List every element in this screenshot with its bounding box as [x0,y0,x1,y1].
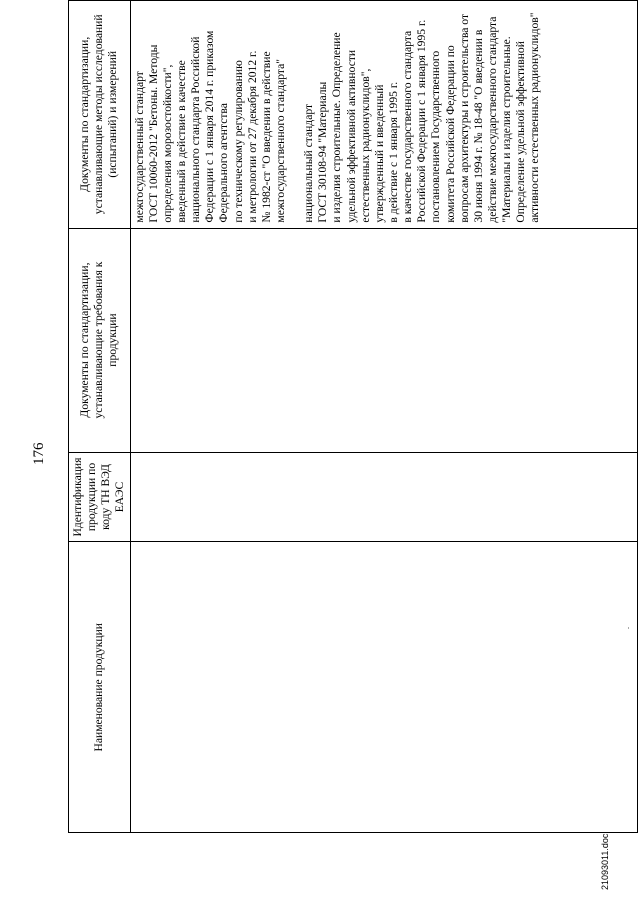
method-docs-line: в качестве государственного стандарта [401,30,415,223]
method-docs-line: вопросам архитектуры и строительства от [457,13,471,223]
method-docs-line: ГОСТ 10060-2012 "Бетоны. Методы [146,44,160,223]
method-docs-line: Определение удельной эффективной [514,41,528,223]
method-docs-line: Федерации с 1 января 2014 г. приказом [203,30,217,223]
method-docs-line: в действие с 1 января 1995 г. [386,81,400,223]
method-docs-line: определения морозостойкости", [160,64,174,223]
method-docs-line: удельной эффективной активности [344,49,358,223]
method-docs-line: Российской Федерации с 1 января 1995 г. [415,19,429,223]
table-row [130,1,637,833]
method-docs-line: национального стандарта Российской [189,36,203,223]
cell-tn-ved-code [130,452,637,542]
method-docs-line: комитета Российской Федерации по [443,45,457,223]
cell-requirement-docs [130,228,637,452]
stray-mark [628,627,629,629]
method-docs-line: активности естественных радионуклидов" [528,12,542,223]
cell-product-name [130,542,637,833]
standards-table [68,0,638,833]
method-docs-line: межгосударственного стандарта" [273,59,287,223]
method-docs-text [133,6,543,223]
footer-filename: 21093011.doc [600,833,610,890]
method-docs-line: № 1982-ст "О введении в действие [259,51,273,223]
method-docs-line: постановлением Государственного [429,50,443,223]
method-docs-line: по техническому регулированию [231,60,245,223]
header-tn-ved-code: Идентификация продукции по коду ТН ВЭД ЕАЭС [69,452,131,542]
page-number: 176 [31,442,47,465]
header-method-docs: Документы по стандартизации, устанавливающие методы исследований (испытаний) и измерений [69,1,131,229]
method-docs-line: Федерального агентства [217,103,231,223]
method-docs-line: межгосударственный стандарт [132,71,146,223]
method-docs-line: национальный стандарт [302,103,316,223]
method-docs-line [288,6,302,223]
method-docs-line: естественных радионуклидов", [358,68,372,223]
method-docs-line: введенный в действие в качестве [174,60,188,223]
header-product-name: Наименование продукции [69,542,131,833]
method-docs-line: действие межгосударственного стандарта [485,16,499,223]
method-docs-line: ГОСТ 30108-94 "Материалы [316,81,330,223]
method-docs-line: и изделия строительные. Определение [330,32,344,223]
method-docs-line: утвержденный и введенный [372,84,386,223]
cell-method-docs [130,1,637,229]
method-docs-line: 30 июня 1994 г. № 18-48 "О введении в [471,29,485,223]
method-docs-line: и метрологии от 27 декабря 2012 г. [245,50,259,223]
table-header-row [69,1,131,833]
header-requirement-docs: Документы по стандартизации, устанавливающие требования к продукции [69,228,131,452]
method-docs-line: "Материалы и изделия строительные. [500,36,514,223]
